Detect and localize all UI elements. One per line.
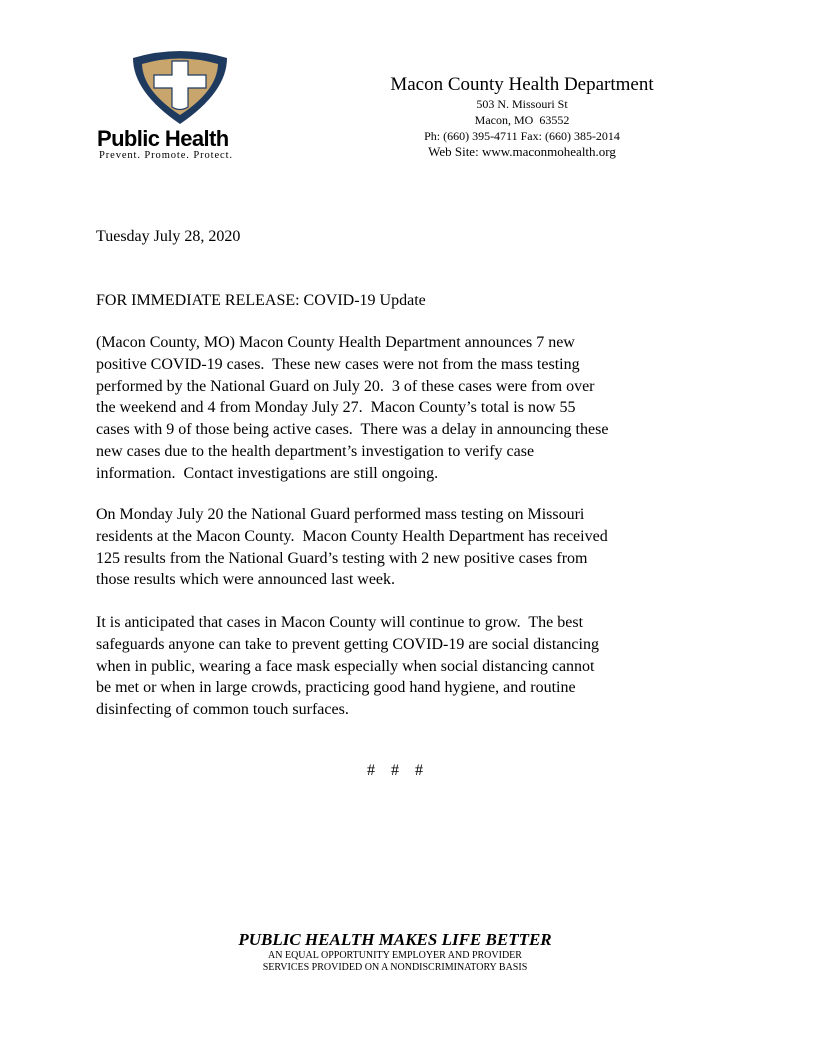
paragraph-line: performed by the National Guard on July 20. 3 of these cases were from over [96, 377, 595, 395]
city-state-zip: Macon, MO 63552 [474, 113, 570, 127]
release-heading: FOR IMMEDIATE RELEASE: COVID-19 Update [96, 292, 426, 309]
footer-eeo-line: AN EQUAL OPPORTUNITY EMPLOYER AND PROVIDER [268, 950, 522, 961]
paragraph-line: residents at the Macon County. Macon County Health Department has received [96, 527, 608, 545]
paragraph-line: (Macon County, MO) Macon County Health Department announces 7 new [96, 334, 575, 351]
release-date: Tuesday July 28, 2020 [96, 228, 241, 245]
footer-nondiscrimination-line: SERVICES PROVIDED ON A NONDISCRIMINATORY BASIS [262, 962, 528, 973]
paragraph-line: cases with 9 of those being active cases. There was a delay in announcing these [96, 421, 609, 439]
paragraph-line: It is anticipated that cases in Macon County will continue to grow. The best [96, 614, 584, 631]
paragraph-2 [96, 504, 716, 591]
paragraph-line: disinfecting of common touch surfaces. [96, 701, 349, 719]
website: Web Site: www.maconmohealth.org [428, 144, 616, 159]
paragraph-line: 125 results from the National Guard’s testing with 2 new positive cases from [96, 549, 588, 567]
footer-slogan: PUBLIC HEALTH MAKES LIFE BETTER [238, 930, 552, 949]
end-of-release-marks: # # # [367, 762, 423, 779]
paragraph-line: information. Contact investigations are still ongoing. [96, 464, 439, 482]
public-health-logo [97, 48, 263, 162]
paragraph-line: new cases due to the health department’s investigation to verify case [96, 442, 535, 460]
logo-tagline: Prevent. Promote. Protect. [99, 150, 233, 161]
logo-wordmark: Public Health [97, 126, 229, 151]
paragraph-line: safeguards anyone can take to prevent getting COVID-19 are social distancing [96, 635, 599, 653]
paragraph-line: when in public, wearing a face mask especially when social distancing cannot [96, 657, 595, 675]
paragraph-3 [96, 612, 716, 721]
organization-name: Macon County Health Department [390, 74, 654, 95]
paragraph-line: On Monday July 20 the National Guard performed mass testing on Missouri [96, 506, 585, 523]
letterhead [346, 74, 698, 160]
footer [0, 930, 790, 974]
paragraph-1 [96, 332, 716, 485]
street-address: 503 N. Missouri St [476, 97, 568, 111]
paragraph-line: the weekend and 4 from Monday July 27. Macon County’s total is now 55 [96, 399, 576, 417]
paragraph-line: be met or when in large crowds, practicing good hand hygiene, and routine [96, 679, 576, 697]
paragraph-line: positive COVID-19 cases. These new cases were not from the mass testing [96, 355, 580, 373]
shield-cross-icon [129, 48, 231, 126]
phone-fax: Ph: (660) 395-4711 Fax: (660) 385-2014 [424, 129, 620, 143]
paragraph-line: those results which were announced last week. [96, 571, 396, 589]
